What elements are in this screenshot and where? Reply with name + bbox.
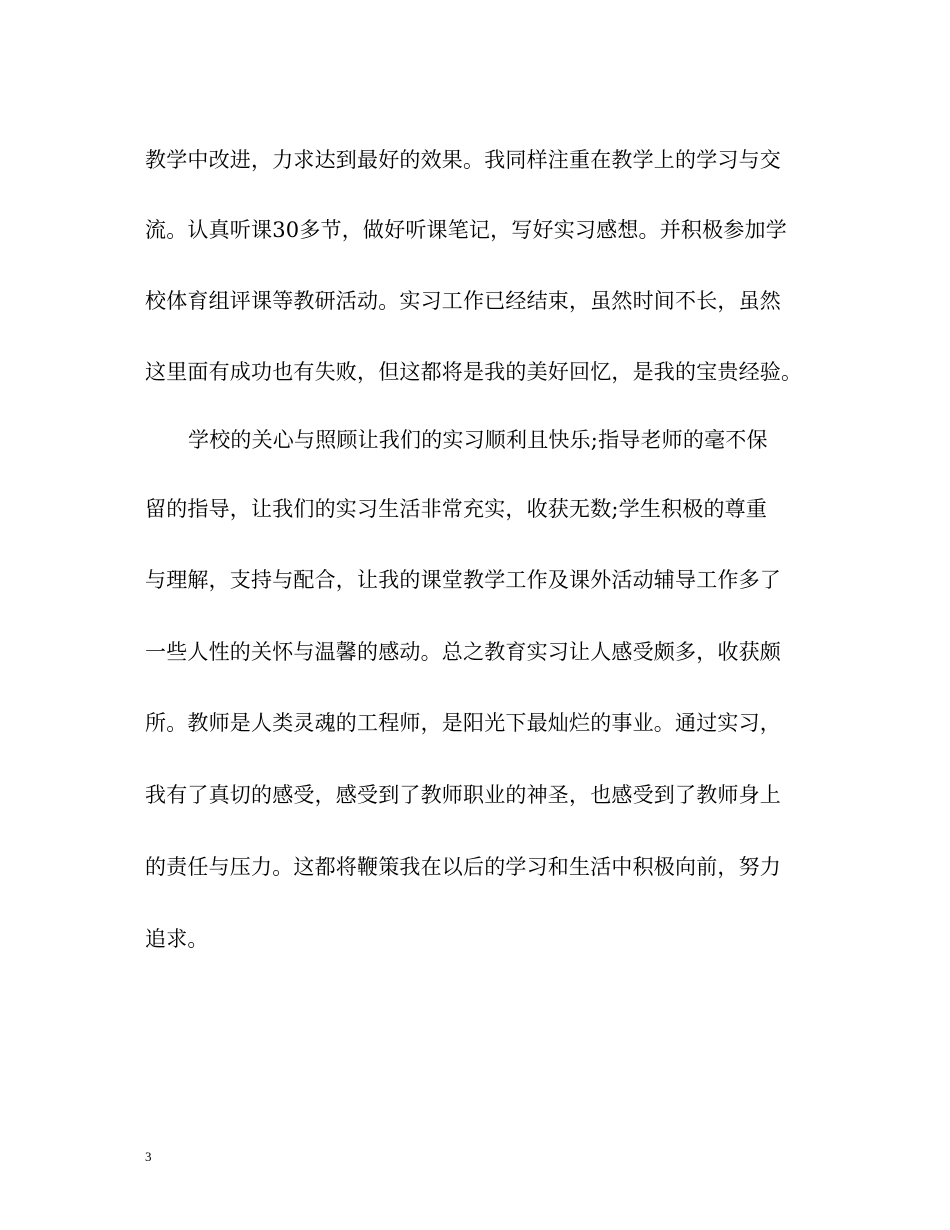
paragraph-line: 我有了真切的感受，感受到了教师职业的神圣，也感受到了教师身上 (145, 783, 781, 807)
paragraph-line: 校体育组评课等教研活动。实习工作已经结束，虽然时间不长，虽然 (145, 289, 781, 313)
paragraph-line: 学校的关心与照顾让我们的实习顺利且快乐;指导老师的毫不保 (188, 428, 768, 452)
paragraph-line: 与理解，支持与配合，让我的课堂教学工作及课外活动辅导工作多了 (145, 568, 781, 592)
page-number: 3 (145, 1149, 152, 1164)
paragraph-line: 流。认真听课30多节，做好听课笔记，写好实习感想。并积极参加学 (145, 218, 787, 242)
paragraph-line: 这里面有成功也有失败，但这都将是我的美好回忆，是我的宝贵经验。 (145, 360, 803, 384)
paragraph-line: 一些人性的关怀与温馨的感动。总之教育实习让人感受颇多，收获颇 (145, 640, 781, 664)
paragraph-line: 留的指导，让我们的实习生活非常充实，收获无数;学生积极的尊重 (145, 497, 768, 521)
paragraph-line: 所。教师是人类灵魂的工程师，是阳光下最灿烂的事业。通过实习， (145, 711, 781, 735)
paragraph-line: 追求。 (145, 927, 209, 951)
paragraph-line: 教学中改进，力求达到最好的效果。我同样注重在教学上的学习与交 (145, 148, 781, 172)
paragraph-line: 的责任与压力。这都将鞭策我在以后的学习和生活中积极向前，努力 (145, 855, 781, 879)
